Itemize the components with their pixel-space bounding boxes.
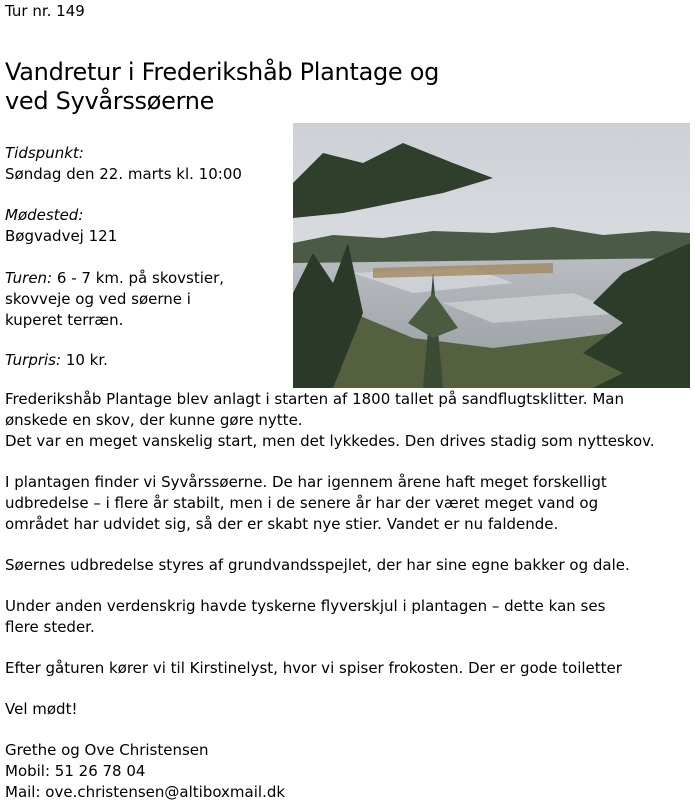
price-block (5, 350, 290, 371)
meeting-value: Bøgvadvej 121 (5, 227, 118, 245)
tour-number: Tur nr. 149 (5, 2, 85, 20)
paragraph-history (5, 389, 685, 452)
paragraph-welcome: Vel mødt! (5, 700, 78, 718)
time-label: Tidspunkt: (5, 144, 84, 162)
price-value: 10 kr. (61, 351, 108, 369)
lake-photo (293, 123, 690, 388)
time-value: Søndag den 22. marts kl. 10:00 (5, 165, 242, 183)
tour-block (5, 268, 230, 331)
body-text (5, 389, 685, 803)
signature-phone: Mobil: 51 26 78 04 (5, 762, 146, 780)
page-title: Vandretur i Frederikshåb Plantage og ved Syvårssøerne (5, 58, 440, 115)
price-label: Turpris: (5, 351, 62, 369)
meeting-block (5, 205, 290, 247)
signature-email: Mail: ove.christensen@altiboxmail.dk (5, 783, 286, 801)
paragraph-history-a: Frederikshåb Plantage blev anlagt i starten af 1800 tallet på sandflugtsklitter. Man ønskede en skov, der kunne gøre nytte. (5, 390, 624, 429)
paragraph-groundwater: Søernes udbredelse styres af grundvandsspejlet, der har sine egne bakker og dale. (5, 556, 630, 574)
paragraph-lunch: Efter gåturen kører vi til Kirstinelyst, hvor vi spiser frokosten. Der er gode toiletter (5, 659, 622, 677)
signature-names: Grethe og Ove Christensen (5, 741, 209, 759)
tour-value: 6 - 7 km. på skovstier, skovveje og ved søerne i kuperet terræn. (5, 269, 225, 329)
signature (5, 740, 685, 803)
time-block (5, 143, 290, 185)
tour-label: Turen: (5, 269, 53, 287)
paragraph-lakes: I plantagen finder vi Syvårssøerne. De har igennem årene haft meget forskelligt udbredelse – i flere år stabilt, men i de senere år har der været meget vand og området har udvidet sig, så der er skabt nye stier. Vandet er nu faldende. (5, 473, 607, 533)
paragraph-history-b: Det var en meget vanskelig start, men det lykkedes. Den drives stadig som nytteskov. (5, 432, 655, 450)
meeting-label: Mødested: (5, 206, 84, 224)
paragraph-war: Under anden verdenskrig havde tyskerne flyverskjul i plantagen – dette kan ses flere steder. (5, 597, 606, 636)
